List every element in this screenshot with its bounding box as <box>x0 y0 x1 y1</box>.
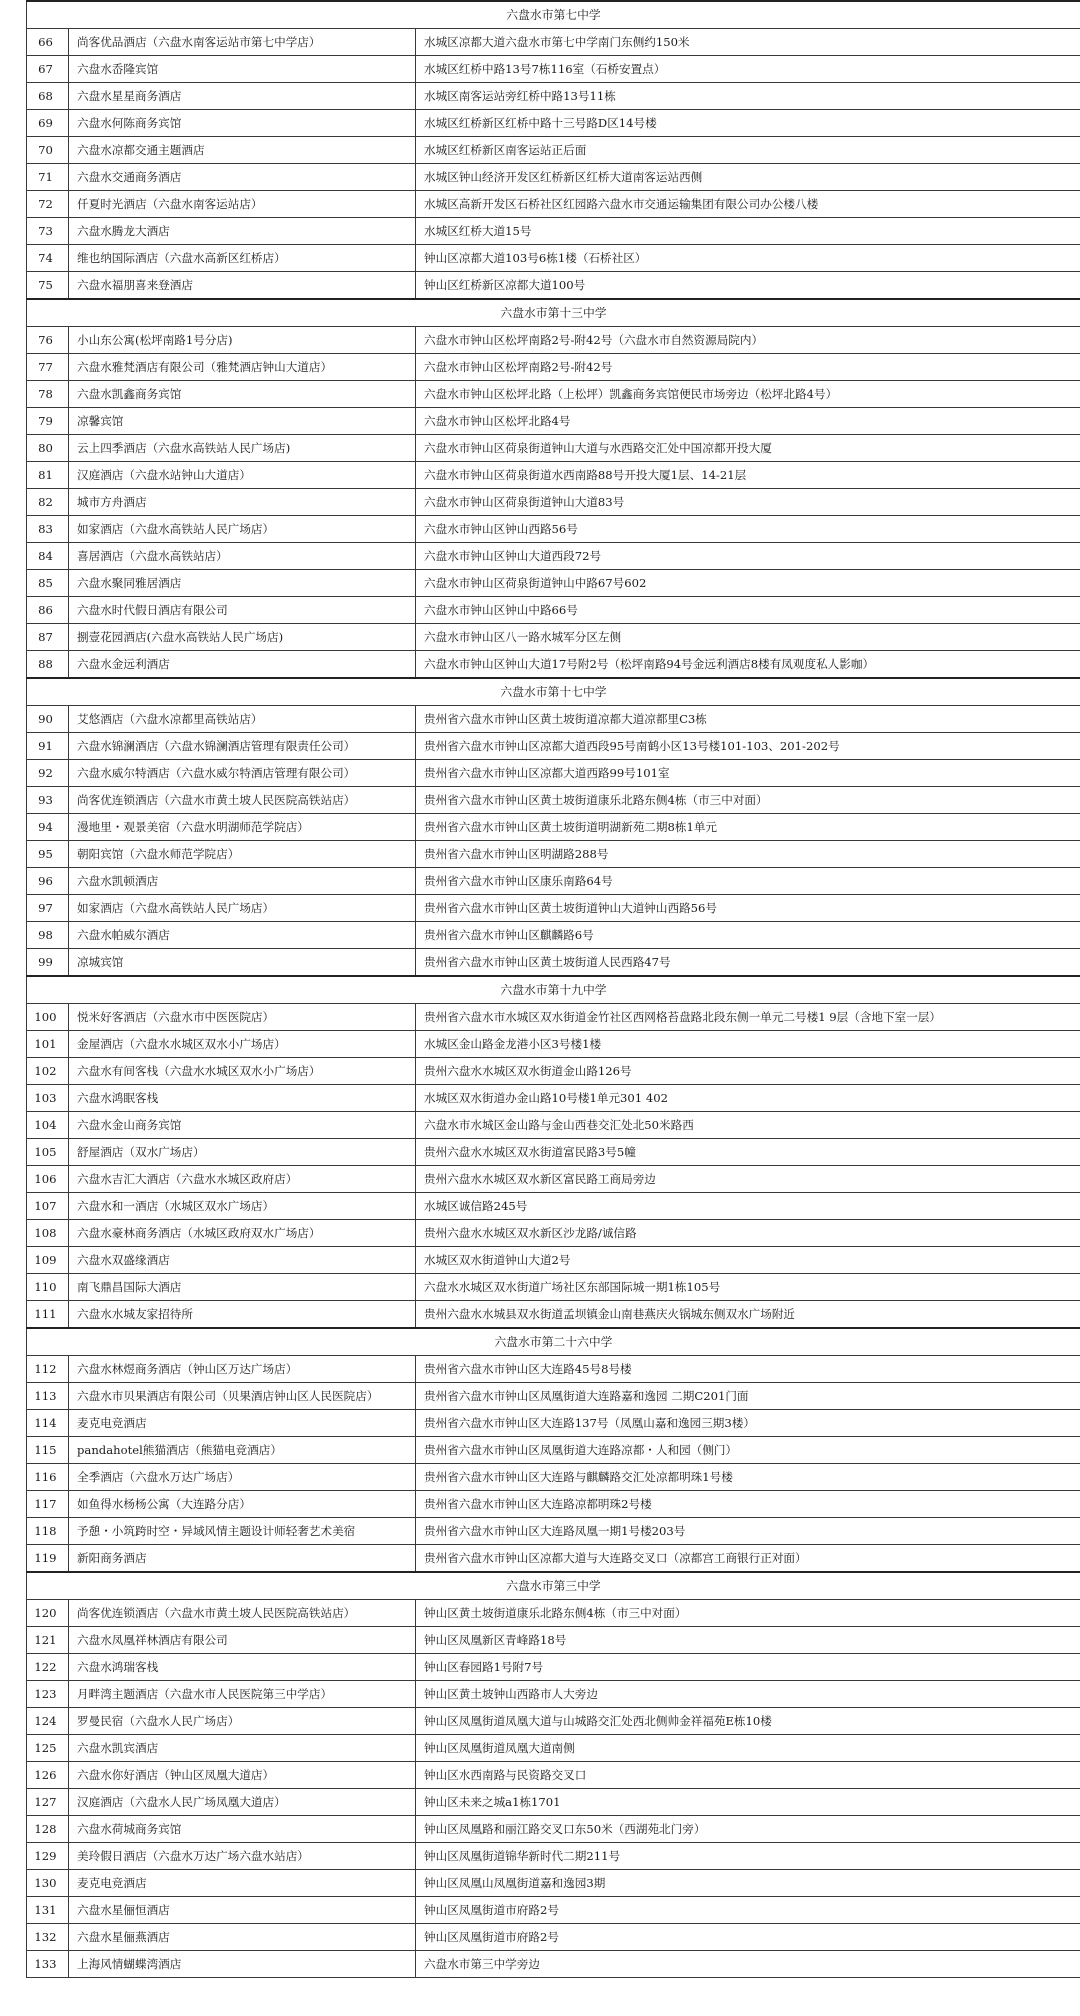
row-number: 102 <box>27 1058 69 1085</box>
hotel-name: 麦克电竞酒店 <box>69 1870 416 1897</box>
hotel-address: 贵州省六盘水市钟山区大连路与麒麟路交汇处凉都明珠1号楼 <box>416 1464 1080 1491</box>
hotel-name: 六盘水威尔特酒店（六盘水威尔特酒店管理有限公司） <box>69 760 416 787</box>
hotel-list-body <box>27 1 1080 1978</box>
row-number: 69 <box>27 110 69 137</box>
hotel-address: 钟山区凤凰路和丽江路交叉口东50米（西湖苑北门旁） <box>416 1816 1080 1843</box>
hotel-name: 六盘水凯鑫商务宾馆 <box>69 381 416 408</box>
table-row <box>27 1437 1080 1464</box>
table-row <box>27 462 1080 489</box>
table-row <box>27 706 1080 733</box>
hotel-address: 六盘水市第三中学旁边 <box>416 1951 1080 1978</box>
row-number: 110 <box>27 1274 69 1301</box>
hotel-name: 六盘水双盛缘酒店 <box>69 1247 416 1274</box>
hotel-address: 水城区红桥新区南客运站正后面 <box>416 137 1080 164</box>
row-number: 83 <box>27 516 69 543</box>
table-row <box>27 1301 1080 1329</box>
row-number: 85 <box>27 570 69 597</box>
hotel-name: 凉城宾馆 <box>69 949 416 977</box>
table-row <box>27 760 1080 787</box>
table-row <box>27 1654 1080 1681</box>
hotel-address: 水城区南客运站旁红桥中路13号11栋 <box>416 83 1080 110</box>
hotel-name: 舒屋酒店（双水广场店） <box>69 1139 416 1166</box>
hotel-address: 钟山区凤凰新区青峰路18号 <box>416 1627 1080 1654</box>
row-number: 130 <box>27 1870 69 1897</box>
row-number: 105 <box>27 1139 69 1166</box>
hotel-name: 六盘水凯宾酒店 <box>69 1735 416 1762</box>
hotel-address: 钟山区凤凰街道凤凰大道与山城路交汇处西北侧帅金祥福苑E栋10楼 <box>416 1708 1080 1735</box>
hotel-address: 钟山区凤凰街道市府路2号 <box>416 1897 1080 1924</box>
hotel-name: 喜居酒店（六盘水高铁站店） <box>69 543 416 570</box>
hotel-name: 六盘水鸿眠客栈 <box>69 1085 416 1112</box>
hotel-name: 六盘水时代假日酒店有限公司 <box>69 597 416 624</box>
row-number: 81 <box>27 462 69 489</box>
row-number: 109 <box>27 1247 69 1274</box>
row-number: 107 <box>27 1193 69 1220</box>
table-row <box>27 1247 1080 1274</box>
hotel-address: 六盘水市钟山区八一路水城军分区左侧 <box>416 624 1080 651</box>
hotel-address: 六盘水市钟山区荷泉街道钟山大道83号 <box>416 489 1080 516</box>
table-row <box>27 408 1080 435</box>
section-title: 六盘水市第十九中学 <box>27 976 1080 1004</box>
hotel-name: 六盘水锦澜酒店（六盘水锦澜酒店管理有限责任公司） <box>69 733 416 760</box>
table-row <box>27 1924 1080 1951</box>
row-number: 71 <box>27 164 69 191</box>
hotel-name: 金屋酒店（六盘水水城区双水小广场店） <box>69 1031 416 1058</box>
table-row <box>27 1870 1080 1897</box>
hotel-address: 贵州六盘水水城区双水街道金山路126号 <box>416 1058 1080 1085</box>
row-number: 78 <box>27 381 69 408</box>
table-row <box>27 1139 1080 1166</box>
row-number: 84 <box>27 543 69 570</box>
hotel-address: 钟山区春园路1号附7号 <box>416 1654 1080 1681</box>
hotel-name: 六盘水市贝果酒店有限公司（贝果酒店钟山区人民医院店） <box>69 1383 416 1410</box>
row-number: 70 <box>27 137 69 164</box>
hotel-address: 贵州省六盘水市钟山区黄土坡街道人民西路47号 <box>416 949 1080 977</box>
row-number: 88 <box>27 651 69 679</box>
hotel-name: 六盘水凉都交通主题酒店 <box>69 137 416 164</box>
table-row <box>27 435 1080 462</box>
table-row <box>27 1518 1080 1545</box>
hotel-name: 悦米好客酒店（六盘水市中医医院店） <box>69 1004 416 1031</box>
section-title: 六盘水市第三中学 <box>27 1572 1080 1600</box>
hotel-address: 六盘水水城区双水街道广场社区东部国际城一期1栋105号 <box>416 1274 1080 1301</box>
hotel-address: 六盘水市钟山区荷泉街道钟山大道与水西路交汇处中国凉都开投大厦 <box>416 435 1080 462</box>
row-number: 94 <box>27 814 69 841</box>
row-number: 131 <box>27 1897 69 1924</box>
hotel-name: 六盘水福朋喜来登酒店 <box>69 272 416 300</box>
row-number: 75 <box>27 272 69 300</box>
row-number: 68 <box>27 83 69 110</box>
hotel-name: 南飞鼎昌国际大酒店 <box>69 1274 416 1301</box>
row-number: 79 <box>27 408 69 435</box>
table-row <box>27 624 1080 651</box>
hotel-name: 六盘水星星商务酒店 <box>69 83 416 110</box>
hotel-name: 六盘水林煜商务酒店（钟山区万达广场店） <box>69 1356 416 1383</box>
row-number: 127 <box>27 1789 69 1816</box>
row-number: 116 <box>27 1464 69 1491</box>
table-row <box>27 543 1080 570</box>
hotel-name: 朝阳宾馆（六盘水师范学院店） <box>69 841 416 868</box>
hotel-name: 如家酒店（六盘水高铁站人民广场店） <box>69 516 416 543</box>
table-row <box>27 137 1080 164</box>
hotel-address: 水城区双水街道钟山大道2号 <box>416 1247 1080 1274</box>
hotel-address: 贵州省六盘水市钟山区康乐南路64号 <box>416 868 1080 895</box>
row-number: 117 <box>27 1491 69 1518</box>
row-number: 103 <box>27 1085 69 1112</box>
hotel-name: 汉庭酒店（六盘水站钟山大道店） <box>69 462 416 489</box>
row-number: 66 <box>27 29 69 56</box>
hotel-address: 贵州省六盘水市钟山区大连路137号（凤凰山嘉和逸园三期3楼） <box>416 1410 1080 1437</box>
hotel-address: 钟山区未来之城a1栋1701 <box>416 1789 1080 1816</box>
section-header-row <box>27 1 1080 29</box>
hotel-address: 贵州六盘水水城县双水街道孟坝镇金山南巷燕庆火锅城东侧双水广场附近 <box>416 1301 1080 1329</box>
hotel-name: 如家酒店（六盘水高铁站人民广场店） <box>69 895 416 922</box>
hotel-name: 六盘水岙隆宾馆 <box>69 56 416 83</box>
hotel-address: 水城区红桥中路13号7栋116室（石桥安置点） <box>416 56 1080 83</box>
table-row <box>27 1058 1080 1085</box>
hotel-name: 全季酒店（六盘水万达广场店） <box>69 1464 416 1491</box>
hotel-name: 予憩・小筑跨时空・异域风情主题设计师轻奢艺术美宿 <box>69 1518 416 1545</box>
table-row <box>27 1545 1080 1573</box>
table-row <box>27 327 1080 354</box>
hotel-name: pandahotel熊猫酒店（熊猫电竞酒店） <box>69 1437 416 1464</box>
hotel-name: 六盘水凤凰祥林酒店有限公司 <box>69 1627 416 1654</box>
table-row <box>27 489 1080 516</box>
table-row <box>27 29 1080 56</box>
table-row <box>27 1193 1080 1220</box>
table-row <box>27 272 1080 300</box>
hotel-name: 月畔湾主题酒店（六盘水市人民医院第三中学店） <box>69 1681 416 1708</box>
table-row <box>27 1600 1080 1627</box>
hotel-name: 六盘水和一酒店（水城区双水广场店） <box>69 1193 416 1220</box>
hotel-name: 仟夏时光酒店（六盘水南客运站店） <box>69 191 416 218</box>
row-number: 92 <box>27 760 69 787</box>
hotel-address: 水城区金山路金龙港小区3号楼1楼 <box>416 1031 1080 1058</box>
hotel-address: 钟山区凤凰街道凤凰大道南侧 <box>416 1735 1080 1762</box>
row-number: 82 <box>27 489 69 516</box>
hotel-address: 钟山区凤凰街道锦华新时代二期211号 <box>416 1843 1080 1870</box>
hotel-address: 水城区诚信路245号 <box>416 1193 1080 1220</box>
hotel-address: 贵州省六盘水市钟山区黄土坡街道明湖新苑二期8栋1单元 <box>416 814 1080 841</box>
section-header-row <box>27 299 1080 327</box>
table-row <box>27 1383 1080 1410</box>
table-row <box>27 354 1080 381</box>
table-row <box>27 164 1080 191</box>
hotel-name: 六盘水星俪恒酒店 <box>69 1897 416 1924</box>
hotel-name: 六盘水何陈商务宾馆 <box>69 110 416 137</box>
hotel-name: 小山东公寓(松坪南路1号分店) <box>69 327 416 354</box>
table-row <box>27 895 1080 922</box>
table-row <box>27 1951 1080 1978</box>
hotel-name: 罗曼民宿（六盘水人民广场店） <box>69 1708 416 1735</box>
hotel-address: 贵州省六盘水市钟山区大连路凉都明珠2号楼 <box>416 1491 1080 1518</box>
hotel-address: 贵州省六盘水市钟山区凉都大道与大连路交叉口（凉都宫工商银行正对面） <box>416 1545 1080 1573</box>
table-row <box>27 787 1080 814</box>
hotel-address: 钟山区红桥新区凉都大道100号 <box>416 272 1080 300</box>
hotel-address: 六盘水市钟山区松坪北路（上松坪）凯鑫商务宾馆便民市场旁边（松坪北路4号） <box>416 381 1080 408</box>
table-row <box>27 1816 1080 1843</box>
row-number: 119 <box>27 1545 69 1573</box>
table-row <box>27 110 1080 137</box>
hotel-name: 六盘水金远利酒店 <box>69 651 416 679</box>
row-number: 112 <box>27 1356 69 1383</box>
hotel-name: 上海风情蝴蝶湾酒店 <box>69 1951 416 1978</box>
row-number: 132 <box>27 1924 69 1951</box>
hotel-name: 城市方舟酒店 <box>69 489 416 516</box>
hotel-address: 六盘水市钟山区钟山中路66号 <box>416 597 1080 624</box>
row-number: 76 <box>27 327 69 354</box>
row-number: 80 <box>27 435 69 462</box>
hotel-address: 六盘水市钟山区荷泉街道水西南路88号开投大厦1层、14-21层 <box>416 462 1080 489</box>
hotel-name: 云上四季酒店（六盘水高铁站人民广场店) <box>69 435 416 462</box>
table-row <box>27 1735 1080 1762</box>
row-number: 129 <box>27 1843 69 1870</box>
row-number: 72 <box>27 191 69 218</box>
hotel-name: 尚客优连锁酒店（六盘水市黄土坡人民医院高铁站店） <box>69 1600 416 1627</box>
table-row <box>27 1897 1080 1924</box>
table-row <box>27 218 1080 245</box>
table-row <box>27 1843 1080 1870</box>
hotel-address: 钟山区水西南路与民资路交叉口 <box>416 1762 1080 1789</box>
hotel-name: 维也纳国际酒店（六盘水高新区红桥店） <box>69 245 416 272</box>
table-row <box>27 733 1080 760</box>
hotel-name: 汉庭酒店（六盘水人民广场凤凰大道店） <box>69 1789 416 1816</box>
table-row <box>27 1681 1080 1708</box>
hotel-name: 尚客优连锁酒店（六盘水市黄土坡人民医院高铁站店） <box>69 787 416 814</box>
table-row <box>27 651 1080 679</box>
hotel-address: 钟山区黄土坡街道康乐北路东侧4栋（市三中对面） <box>416 1600 1080 1627</box>
row-number: 106 <box>27 1166 69 1193</box>
hotel-name: 六盘水雅梵酒店有限公司（雅梵酒店钟山大道店） <box>69 354 416 381</box>
row-number: 104 <box>27 1112 69 1139</box>
hotel-name: 新阳商务酒店 <box>69 1545 416 1573</box>
row-number: 67 <box>27 56 69 83</box>
row-number: 120 <box>27 1600 69 1627</box>
row-number: 121 <box>27 1627 69 1654</box>
hotel-name: 尚客优品酒店（六盘水南客运站市第七中学店） <box>69 29 416 56</box>
hotel-address: 贵州六盘水水城区双水新区沙龙路/诚信路 <box>416 1220 1080 1247</box>
table-row <box>27 1491 1080 1518</box>
table-row <box>27 922 1080 949</box>
hotel-address: 贵州省六盘水市钟山区明湖路288号 <box>416 841 1080 868</box>
row-number: 73 <box>27 218 69 245</box>
hotel-address: 六盘水市钟山区松坪南路2号-附42号（六盘水市自然资源局院内） <box>416 327 1080 354</box>
table-row <box>27 1004 1080 1031</box>
hotel-address: 贵州省六盘水市钟山区凤凰街道大连路嘉和逸园 二期C201门面 <box>416 1383 1080 1410</box>
table-row <box>27 1356 1080 1383</box>
hotel-address: 水城区红桥新区红桥中路十三号路D区14号楼 <box>416 110 1080 137</box>
hotel-name: 六盘水金山商务宾馆 <box>69 1112 416 1139</box>
table-row <box>27 1464 1080 1491</box>
table-row <box>27 381 1080 408</box>
hotel-name: 麦克电竞酒店 <box>69 1410 416 1437</box>
table-row <box>27 1031 1080 1058</box>
hotel-address: 钟山区黄土坡钟山西路市人大旁边 <box>416 1681 1080 1708</box>
row-number: 74 <box>27 245 69 272</box>
table-row <box>27 1627 1080 1654</box>
hotel-name: 艾悠酒店（六盘水凉都里高铁站店） <box>69 706 416 733</box>
row-number: 96 <box>27 868 69 895</box>
hotel-address: 钟山区凉都大道103号6栋1楼（石桥社区） <box>416 245 1080 272</box>
row-number: 86 <box>27 597 69 624</box>
row-number: 122 <box>27 1654 69 1681</box>
section-header-row <box>27 1328 1080 1356</box>
table-row <box>27 191 1080 218</box>
hotel-address: 水城区钟山经济开发区红桥新区红桥大道南客运站西侧 <box>416 164 1080 191</box>
row-number: 126 <box>27 1762 69 1789</box>
row-number: 97 <box>27 895 69 922</box>
hotel-address: 水城区高新开发区石桥社区红园路六盘水市交通运输集团有限公司办公楼八楼 <box>416 191 1080 218</box>
row-number: 98 <box>27 922 69 949</box>
row-number: 100 <box>27 1004 69 1031</box>
table-row <box>27 814 1080 841</box>
hotel-address: 贵州省六盘水市水城区双水街道金竹社区西网格苔盘路北段东侧一单元二号楼1 9层（含地下室一层） <box>416 1004 1080 1031</box>
hotel-name: 六盘水荷城商务宾馆 <box>69 1816 416 1843</box>
hotel-name: 如鱼得水杨杨公寓（大连路分店） <box>69 1491 416 1518</box>
hotel-name: 六盘水你好酒店（钟山区凤凰大道店） <box>69 1762 416 1789</box>
table-row <box>27 1762 1080 1789</box>
hotel-address: 水城区双水街道办金山路10号楼1单元301 402 <box>416 1085 1080 1112</box>
row-number: 115 <box>27 1437 69 1464</box>
hotel-name: 六盘水交通商务酒店 <box>69 164 416 191</box>
row-number: 123 <box>27 1681 69 1708</box>
row-number: 125 <box>27 1735 69 1762</box>
hotel-name: 漫地里・观景美宿（六盘水明湖师范学院店） <box>69 814 416 841</box>
hotel-name: 六盘水星俪燕酒店 <box>69 1924 416 1951</box>
hotel-name: 六盘水腾龙大酒店 <box>69 218 416 245</box>
hotel-name: 捌壹花园酒店(六盘水高铁站人民广场店) <box>69 624 416 651</box>
table-row <box>27 949 1080 977</box>
row-number: 133 <box>27 1951 69 1978</box>
row-number: 108 <box>27 1220 69 1247</box>
row-number: 124 <box>27 1708 69 1735</box>
table-row <box>27 516 1080 543</box>
hotel-name: 六盘水帕威尔酒店 <box>69 922 416 949</box>
section-header-row <box>27 1572 1080 1600</box>
hotel-address: 贵州省六盘水市钟山区大连路45号8号楼 <box>416 1356 1080 1383</box>
hotel-address: 六盘水市钟山区松坪南路2号-附42号 <box>416 354 1080 381</box>
table-row <box>27 1789 1080 1816</box>
hotel-address: 六盘水市钟山区钟山大道17号附2号（松坪南路94号金远利酒店8楼有凤观度私人影咖） <box>416 651 1080 679</box>
row-number: 113 <box>27 1383 69 1410</box>
row-number: 77 <box>27 354 69 381</box>
hotel-address: 贵州省六盘水市钟山区黄土坡街道凉都大道凉都里C3栋 <box>416 706 1080 733</box>
hotel-address: 六盘水市钟山区荷泉街道钟山中路67号602 <box>416 570 1080 597</box>
section-title: 六盘水市第十三中学 <box>27 299 1080 327</box>
table-row <box>27 868 1080 895</box>
section-title: 六盘水市第七中学 <box>27 1 1080 29</box>
table-row <box>27 245 1080 272</box>
table-row <box>27 83 1080 110</box>
hotel-address: 六盘水市水城区金山路与金山西巷交汇处北50米路西 <box>416 1112 1080 1139</box>
table-row <box>27 1410 1080 1437</box>
hotel-list-table <box>26 0 1080 1978</box>
hotel-address: 水城区凉都大道六盘水市第七中学南门东侧约150米 <box>416 29 1080 56</box>
row-number: 128 <box>27 1816 69 1843</box>
hotel-address: 贵州省六盘水市钟山区凉都大道西路99号101室 <box>416 760 1080 787</box>
hotel-name: 六盘水豪林商务酒店（水城区政府双水广场店） <box>69 1220 416 1247</box>
hotel-address: 贵州省六盘水市钟山区凤凰街道大连路凉都・人和园（侧门） <box>416 1437 1080 1464</box>
table-row <box>27 597 1080 624</box>
table-row <box>27 1220 1080 1247</box>
table-row <box>27 841 1080 868</box>
hotel-name: 六盘水凯顿酒店 <box>69 868 416 895</box>
row-number: 111 <box>27 1301 69 1329</box>
table-row <box>27 1112 1080 1139</box>
hotel-address: 贵州省六盘水市钟山区大连路凤凰一期1号楼203号 <box>416 1518 1080 1545</box>
hotel-address: 贵州省六盘水市钟山区凉都大道西段95号南鹤小区13号楼101-103、201-202号 <box>416 733 1080 760</box>
row-number: 90 <box>27 706 69 733</box>
table-row <box>27 1166 1080 1193</box>
section-title: 六盘水市第二十六中学 <box>27 1328 1080 1356</box>
hotel-name: 美玲假日酒店（六盘水万达广场六盘水站店） <box>69 1843 416 1870</box>
hotel-address: 六盘水市钟山区钟山大道西段72号 <box>416 543 1080 570</box>
hotel-address: 贵州六盘水水城区双水街道富民路3号5幢 <box>416 1139 1080 1166</box>
hotel-name: 六盘水水城友家招待所 <box>69 1301 416 1329</box>
hotel-address: 六盘水市钟山区松坪北路4号 <box>416 408 1080 435</box>
row-number: 95 <box>27 841 69 868</box>
hotel-address: 钟山区凤凰山凤凰街道嘉和逸园3期 <box>416 1870 1080 1897</box>
hotel-name: 六盘水有间客栈（六盘水水城区双水小广场店） <box>69 1058 416 1085</box>
hotel-name: 六盘水鸿瑞客栈 <box>69 1654 416 1681</box>
row-number: 87 <box>27 624 69 651</box>
hotel-address: 贵州省六盘水市钟山区黄土坡街道钟山大道钟山西路56号 <box>416 895 1080 922</box>
hotel-address: 贵州省六盘水市钟山区麒麟路6号 <box>416 922 1080 949</box>
row-number: 93 <box>27 787 69 814</box>
hotel-address: 贵州六盘水水城区双水新区富民路工商局旁边 <box>416 1166 1080 1193</box>
hotel-address: 钟山区凤凰街道市府路2号 <box>416 1924 1080 1951</box>
hotel-name: 六盘水聚同雅居酒店 <box>69 570 416 597</box>
row-number: 118 <box>27 1518 69 1545</box>
row-number: 114 <box>27 1410 69 1437</box>
table-row <box>27 56 1080 83</box>
hotel-name: 六盘水吉汇大酒店（六盘水水城区政府店） <box>69 1166 416 1193</box>
row-number: 101 <box>27 1031 69 1058</box>
row-number: 99 <box>27 949 69 977</box>
hotel-name: 凉馨宾馆 <box>69 408 416 435</box>
table-row <box>27 1085 1080 1112</box>
hotel-address: 六盘水市钟山区钟山西路56号 <box>416 516 1080 543</box>
section-title: 六盘水市第十七中学 <box>27 678 1080 706</box>
table-row <box>27 570 1080 597</box>
hotel-address: 贵州省六盘水市钟山区黄土坡街道康乐北路东侧4栋（市三中对面） <box>416 787 1080 814</box>
hotel-address: 水城区红桥大道15号 <box>416 218 1080 245</box>
table-row <box>27 1274 1080 1301</box>
row-number: 91 <box>27 733 69 760</box>
section-header-row <box>27 678 1080 706</box>
table-row <box>27 1708 1080 1735</box>
section-header-row <box>27 976 1080 1004</box>
